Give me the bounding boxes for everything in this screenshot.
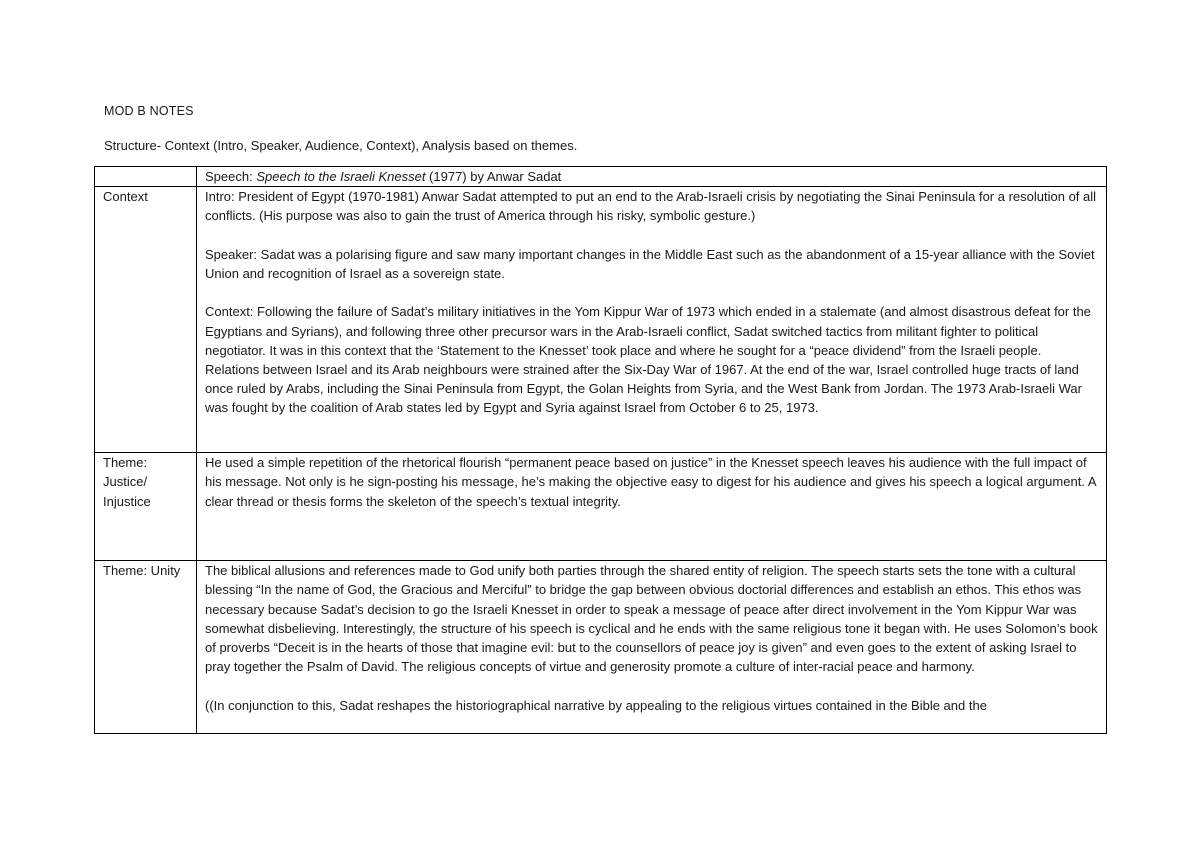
structure-line: Structure- Context (Intro, Speaker, Audience, Context), Analysis based on themes. — [104, 138, 578, 153]
row-content — [197, 561, 1107, 734]
row-label: Theme: Unity — [95, 561, 197, 734]
row-label: Context — [95, 187, 197, 453]
table-row-justice — [95, 453, 1107, 561]
row-content — [197, 187, 1107, 453]
document-heading: MOD B NOTES — [104, 104, 194, 118]
speech-suffix: (1977) by Anwar Sadat — [425, 169, 562, 184]
speech-prefix: Speech: — [205, 169, 257, 184]
header-label-cell — [95, 167, 197, 187]
row-label: Theme: Justice/ Injustice — [95, 453, 197, 561]
speech-title: Speech to the Israeli Knesset — [256, 169, 426, 184]
context-speaker-paragraph: Speaker: Sadat was a polarising figure and saw many important changes in the Middle East such as the abandonment of a 15-year alliance with the Soviet Union and recognition of Israel as a sovereign state. — [205, 246, 1095, 281]
unity-paragraph: The biblical allusions and references made to God unify both parties through the shared entity of religion. The speech starts sets the tone with a cultural blessing “In the name of God, the Gracious and Merciful” to bridge the gap between obvious doctorial differences and establish an ethos. This ethos was necessary because Sadat’s decision to go the Israeli Knesset in order to speak a message of peace after direct involvement in the Yom Kippur War was somewhat disbelieving. Interestingly, the structure of his speech is cyclical and he ends with the same religious tone it began with. He uses Solomon’s book of proverbs “Deceit is in the hearts of those that imagine evil: but to the counsellors of peace joy is given” and even goes to the extent of asking Israel to pray together the Psalm of David. The religious concepts of virtue and generosity promote a culture of inter-racial peace and harmony. — [205, 563, 1098, 675]
row-content — [197, 453, 1107, 561]
context-context-paragraph: Context: Following the failure of Sadat’s military initiatives in the Yom Kippur War of 1973 which ended in a stalemate (and almost disastrous defeat for the Egyptians and Syrians), and following three other precursor wars in the Arab-Israeli conflict, Sadat switched tactics from militant fighter to political negotiator. It was in this context that the ‘Statement to the Knesset’ took place and where he sought for a “peace dividend” from the Israeli people. — [205, 304, 1091, 358]
table-row-context — [95, 187, 1107, 453]
speech-title-cell — [197, 167, 1107, 187]
context-intro-paragraph: Intro: President of Egypt (1970-1981) Anwar Sadat attempted to put an end to the Arab-Israeli crisis by negotiating the Sinai Peninsula for a resolution of all conflicts. (His purpose was also to gain the trust of America through his risky, symbolic gesture.) — [205, 189, 1097, 224]
justice-paragraph: He used a simple repetition of the rhetorical flourish “permanent peace based on justice” in the Knesset speech leaves his audience with the full impact of his message. Not only is he sign-posting his message, he’s making the objective easy to digest for his audience and gives his speech a logical argument. A clear thread or thesis forms the skeleton of the speech’s textual integrity. — [205, 455, 1096, 509]
unity-conjunction-paragraph: ((In conjunction to this, Sadat reshapes the historiographical narrative by appealing to the religious virtues contained in the Bible and the — [205, 697, 987, 713]
context-relations-paragraph: Relations between Israel and its Arab neighbours were strained after the Six-Day War of 1967. At the end of the war, Israel controlled huge tracts of land once ruled by Arabs, including the Sinai Peninsula from Egypt, the Golan Heights from Syria, and the West Bank from Jordan. The 1973 Arab-Israeli War was fought by the coalition of Arab states led by Egypt and Syria against Israel from October 6 to 25, 1973. — [205, 362, 1082, 416]
table-header-row — [95, 167, 1107, 187]
notes-table — [94, 166, 1107, 734]
table-row-unity — [95, 561, 1107, 734]
